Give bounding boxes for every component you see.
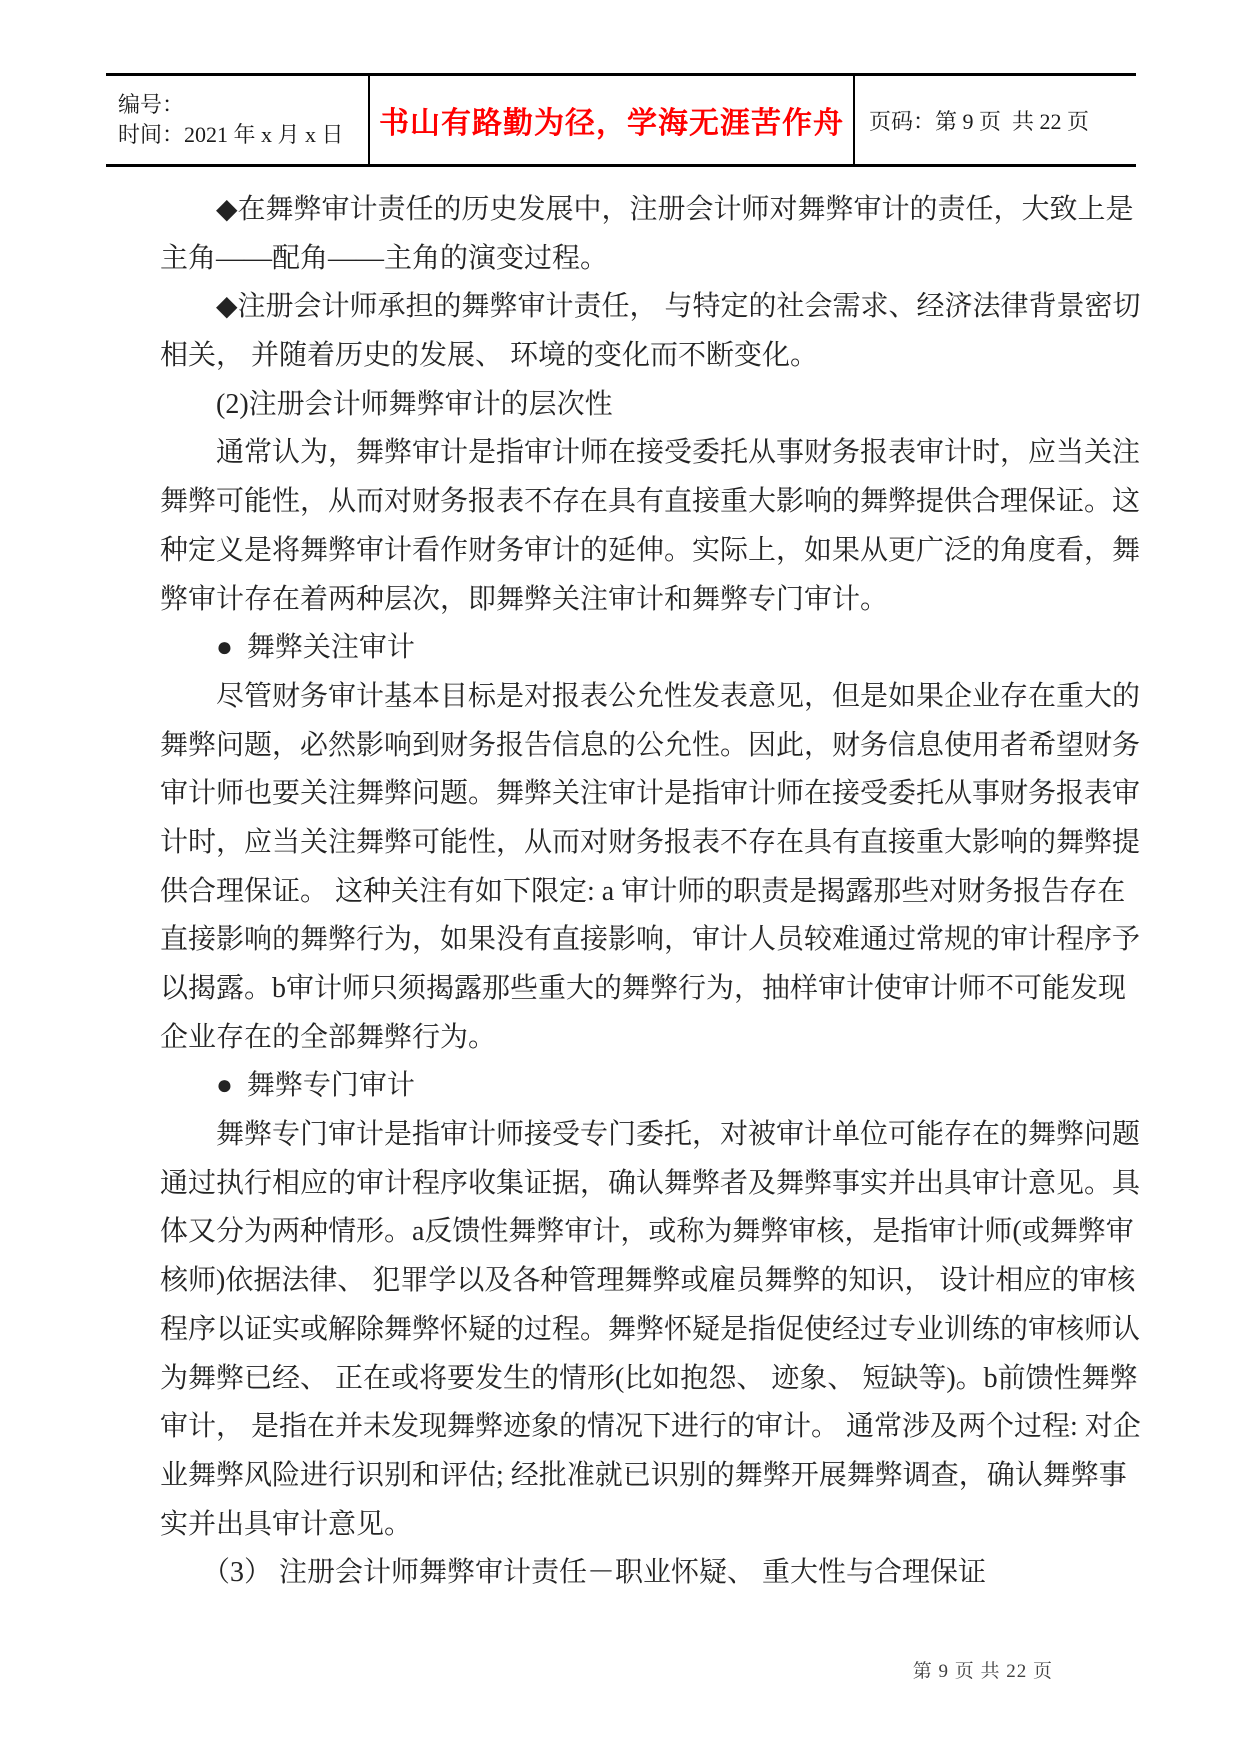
header-number-label: 编号： [118, 92, 185, 117]
body-line: 体又分为两种情形。a反馈性舞弊审计，或称为舞弊审核，是指审计师(或舞弊审 [160, 1216, 1134, 1248]
body-line: 舞弊专门审计是指审计师接受专门委托，对被审计单位可能存在的舞弊问题 [160, 1119, 1141, 1151]
body-line: ◆注册会计师承担的舞弊审计责任， 与特定的社会需求、经济法律背景密切 [160, 291, 1141, 323]
body-line: 企业存在的全部舞弊行为。 [160, 1021, 497, 1053]
body-line: ● 舞弊专门审计 [160, 1070, 415, 1102]
body-line: 弊审计存在着两种层次，即舞弊关注审计和舞弊专门审计。 [160, 583, 889, 615]
body-line: 舞弊可能性，从而对财务报表不存在具有直接重大影响的舞弊提供合理保证。这 [160, 486, 1141, 518]
body-line: 以揭露。b审计师只须揭露那些重大的舞弊行为，抽样审计使审计师不可能发现 [160, 973, 1127, 1004]
body-line: (2)注册会计师舞弊审计的层次性 [160, 388, 613, 420]
body-line: ● 舞弊关注审计 [160, 632, 415, 664]
body-line: 通过执行相应的审计程序收集证据，确认舞弊者及舞弊事实并出具审计意见。具 [160, 1167, 1141, 1199]
body-line: 主角——配角——主角的演变过程。 [160, 242, 609, 274]
body-line: 舞弊问题，必然影响到财务报告信息的公允性。因此，财务信息使用者希望财务 [160, 729, 1141, 761]
header-time-label: 时间：2021 年 x 月 x 日 [118, 122, 344, 147]
header-page-label: 页码：第 9 页 共 22 页 [869, 108, 1090, 134]
body-line: 供合理保证。 这种关注有如下限定: a 审计师的职责是揭露那些对财务报告存在 [160, 875, 1126, 907]
body-line: 审计师也要关注舞弊问题。舞弊关注审计是指审计师在接受委托从事财务报表审 [160, 778, 1141, 810]
body-line: ◆在舞弊审计责任的历史发展中，注册会计师对舞弊审计的责任，大致上是 [160, 194, 1134, 225]
body-line: 计时，应当关注舞弊可能性，从而对财务报表不存在具有直接重大影响的舞弊提 [160, 826, 1141, 858]
body-line: 种定义是将舞弊审计看作财务审计的延伸。实际上，如果从更广泛的角度看，舞 [160, 534, 1141, 566]
body-line: （3） 注册会计师舞弊审计责任－职业怀疑、 重大性与合理保证 [160, 1557, 987, 1589]
footer-page-number: 第 9 页 共 22 页 [912, 1661, 1053, 1682]
body-line: 业舞弊风险进行识别和评估; 经批准就已识别的舞弊开展舞弊调查，确认舞弊事 [160, 1459, 1127, 1491]
body-line: 程序以证实或解除舞弊怀疑的过程。舞弊怀疑是指促使经过专业训练的审核师认 [160, 1313, 1141, 1345]
body-line: 实并出具审计意见。 [160, 1508, 413, 1540]
body-line: 核师)依据法律、 犯罪学以及各种管理舞弊或雇员舞弊的知识， 设计相应的审核 [160, 1265, 1136, 1297]
body-line: 相关， 并随着历史的发展、 环境的变化而不断变化。 [160, 340, 819, 372]
body-line: 为舞弊已经、 正在或将要发生的情形(比如抱怨、 迹象、 短缺等)。b前馈性舞弊 [160, 1362, 1138, 1394]
header-cell-number [106, 76, 368, 164]
body-line: 通常认为，舞弊审计是指审计师在接受委托从事财务报表审计时，应当关注 [160, 437, 1141, 469]
header-table [106, 73, 1136, 167]
body-line: 尽管财务审计基本目标是对报表公允性发表意见，但是如果企业存在重大的 [160, 680, 1141, 712]
header-motto: 书山有路勤为径，学海无涯苦作舟 [379, 107, 844, 140]
header-cell-motto [368, 76, 853, 164]
header-cell-page [853, 76, 1136, 164]
body-text [160, 186, 1141, 1598]
body-line: 审计， 是指在并未发现舞弊迹象的情况下进行的审计。 通常涉及两个过程: 对企 [160, 1411, 1141, 1443]
body-line: 直接影响的舞弊行为，如果没有直接影响，审计人员较难通过常规的审计程序予 [160, 924, 1141, 956]
